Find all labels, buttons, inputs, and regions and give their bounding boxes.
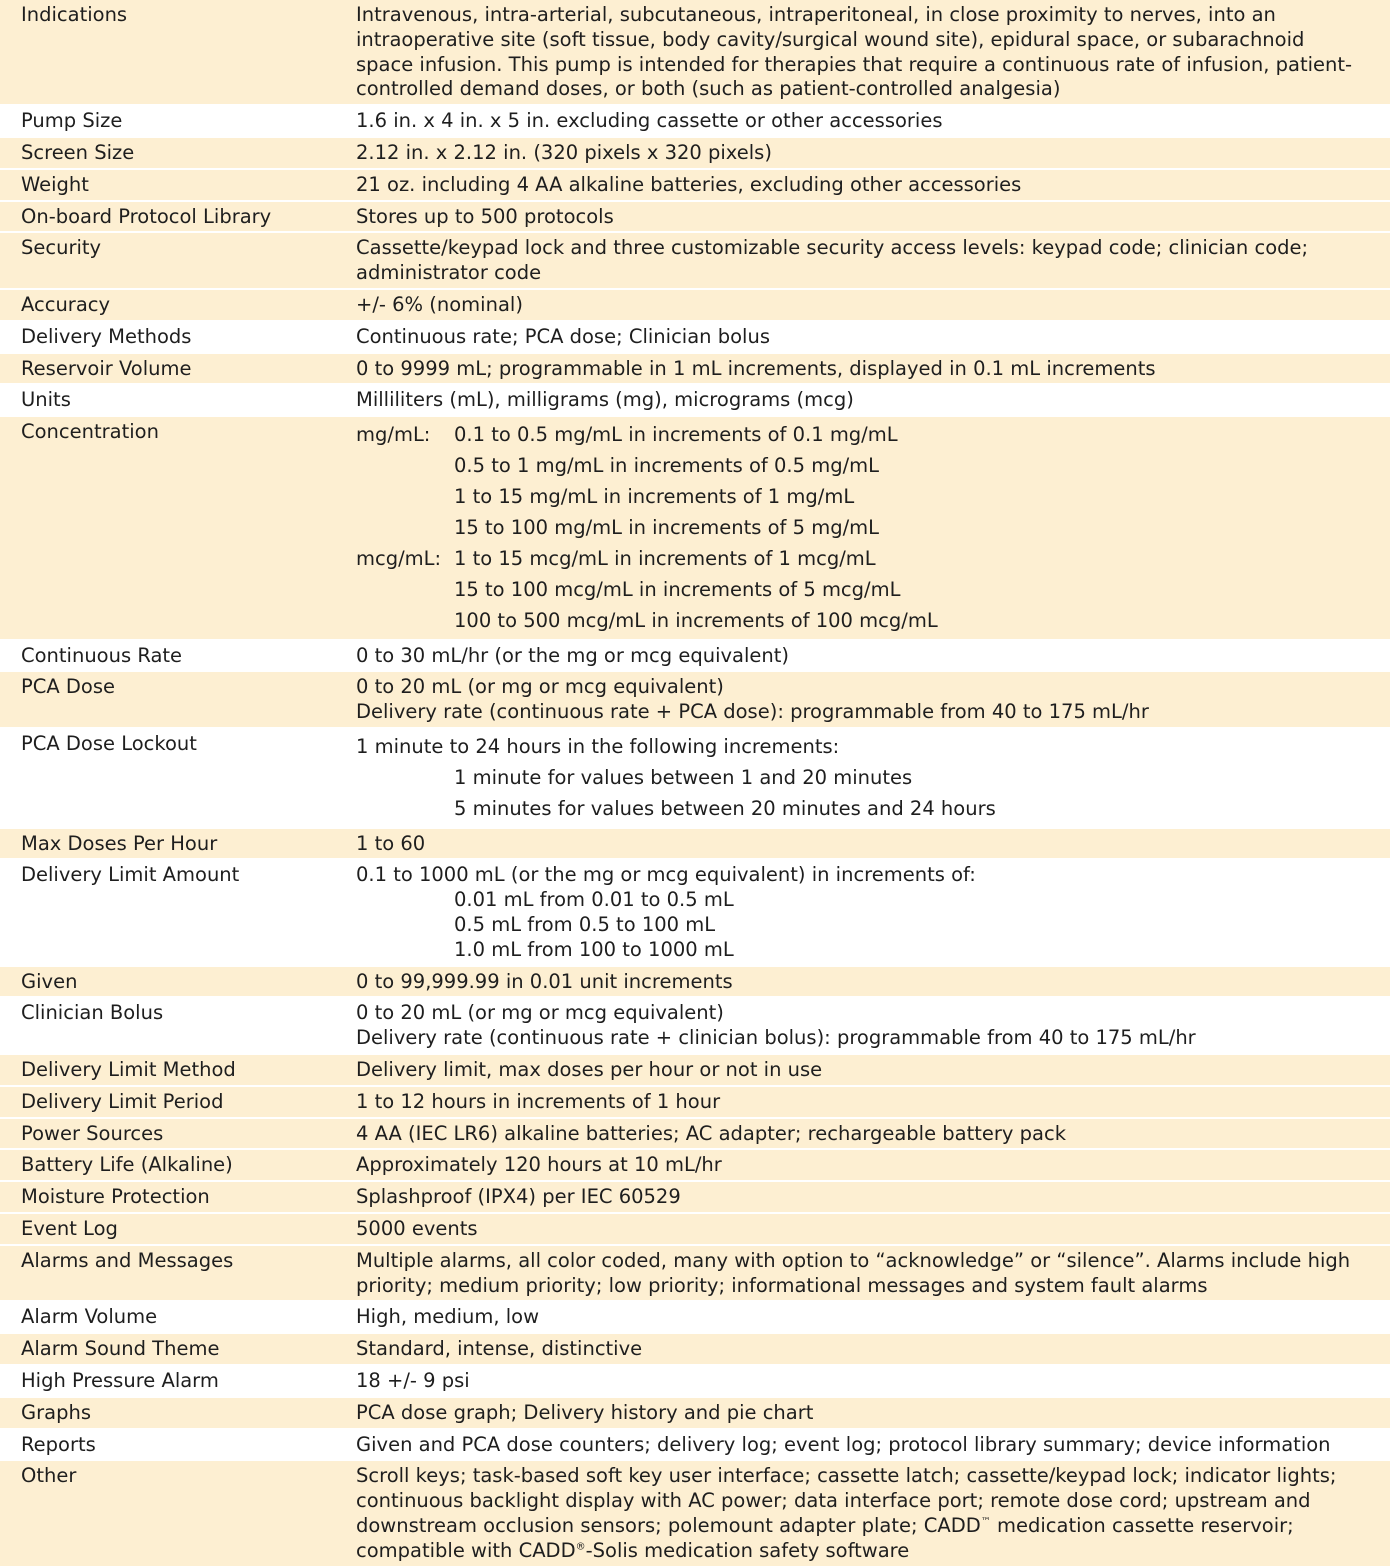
limit-increment: 0.5 mL from 0.5 to 100 mL: [454, 913, 716, 936]
limit-increment: 1.0 mL from 100 to 1000 mL: [454, 937, 734, 961]
spec-label: PCA Dose: [21, 675, 116, 699]
spec-label: Battery Life (Alkaline): [21, 1153, 233, 1177]
spec-label: Graphs: [21, 1400, 91, 1424]
spec-row-indications: [0, 0, 1390, 106]
spec-value: [356, 675, 1390, 725]
spec-value: 0 to 9999 mL; programmable in 1 mL increments, displayed in 0.1 mL increments: [356, 356, 1156, 380]
spec-label: Reports: [21, 1432, 96, 1456]
spec-row-battery-life: [0, 1150, 1390, 1182]
spec-row-security: [0, 233, 1390, 290]
spec-row-alarm-sound-theme: [0, 1334, 1390, 1366]
spec-label: Clinician Bolus: [21, 1001, 164, 1025]
concentration-group-mcg: [356, 544, 1360, 637]
concentration-line: 1 to 15 mcg/mL in increments of 1 mcg/mL: [454, 546, 876, 570]
spec-label: Weight: [21, 172, 89, 196]
other-text: -Solis medication safety software: [585, 1538, 910, 1562]
spec-label: Delivery Limit Method: [21, 1057, 236, 1081]
spec-value: [356, 420, 1390, 636]
spec-value: Delivery limit, max doses per hour or not in use: [356, 1057, 823, 1081]
spec-row-pump-size: [0, 106, 1390, 138]
spec-value: High, medium, low: [356, 1305, 540, 1329]
concentration-line: 15 to 100 mg/mL in increments of 5 mg/mL: [454, 515, 880, 539]
spec-value: 5000 events: [356, 1216, 478, 1240]
spec-row-alarm-volume: [0, 1302, 1390, 1334]
spec-row-max-doses: [0, 829, 1390, 861]
other-text: Scroll keys; task-based soft key user interface; cassette latch; cassette/keypad lock; indicator lights; continuous backlight display with AC power; data interface port; remote dose cord; upstream and downstream occlusion sensors; polemount adapter plate; CADD: [356, 1464, 1337, 1537]
spec-row-reports: [0, 1430, 1390, 1462]
pca-dose-line: 0 to 20 mL (or mg or mcg equivalent): [356, 675, 724, 699]
concentration-line: 1 to 15 mg/mL in increments of 1 mg/mL: [454, 484, 855, 508]
spec-label: Alarms and Messages: [21, 1248, 234, 1272]
spec-value: 1 to 12 hours in increments of 1 hour: [356, 1089, 721, 1113]
spec-label: Event Log: [21, 1216, 118, 1240]
spec-label: Other: [21, 1464, 77, 1488]
bolus-line: Delivery rate (continuous rate + clinician bolus): programmable from 40 to 175 mL/hr: [356, 1026, 1196, 1050]
spec-label: Alarm Sound Theme: [21, 1337, 220, 1361]
limit-increment: 0.01 mL from 0.01 to 0.5 mL: [454, 888, 734, 912]
spec-row-delivery-limit-method: [0, 1055, 1390, 1087]
spec-row-accuracy: [0, 290, 1390, 322]
spec-value: Standard, intense, distinctive: [356, 1337, 643, 1361]
spec-label: On-board Protocol Library: [21, 204, 272, 228]
spec-label: Accuracy: [21, 292, 111, 316]
spec-row-delivery-methods: [0, 322, 1390, 354]
spec-value: 1.6 in. x 4 in. x 5 in. excluding cassette or other accessories: [356, 109, 943, 133]
spec-value: Stores up to 500 protocols: [356, 204, 614, 228]
spec-row-screen-size: [0, 138, 1390, 170]
spec-row-continuous-rate: [0, 641, 1390, 673]
spec-value: 0 to 99,999.99 in 0.01 unit increments: [356, 969, 733, 993]
concentration-unit: mcg/mL:: [356, 546, 442, 570]
spec-row-pca-lockout: [0, 729, 1390, 829]
spec-label: Security: [21, 236, 102, 260]
spec-row-clinician-bolus: [0, 998, 1390, 1055]
spec-label: Power Sources: [21, 1121, 164, 1145]
spec-row-graphs: [0, 1398, 1390, 1430]
spec-row-reservoir-volume: [0, 354, 1390, 386]
spec-value: Milliliters (mL), milligrams (mg), micrograms (mcg): [356, 388, 854, 412]
spec-row-delivery-limit-amount: [0, 860, 1390, 966]
spec-label: Delivery Methods: [21, 324, 192, 348]
spec-value: Intravenous, intra-arterial, subcutaneous, intraperitoneal, in close proximity to nerves, into an intraoperative site (soft tissue, body cavity/surgical wound site), epidural space, or subarachnoid space infusion. This pump is intended for therapies that require a continuous rate of infusion, patient-controlled demand doses, or both (such as patient-controlled analgesia): [356, 3, 1353, 101]
concentration-unit: mg/mL:: [356, 423, 431, 447]
spec-value: Given and PCA dose counters; delivery log; event log; protocol library summary; device information: [356, 1432, 1331, 1456]
registered-mark: ®: [575, 1541, 586, 1553]
spec-value: 0 to 30 mL/hr (or the mg or mcg equivalent): [356, 643, 790, 667]
spec-row-power-sources: [0, 1119, 1390, 1151]
spec-label: Delivery Limit Amount: [21, 863, 240, 887]
limit-intro: 0.1 to 1000 mL (or the mg or mcg equivalent) in increments of:: [356, 863, 976, 887]
spec-value: PCA dose graph; Delivery history and pie chart: [356, 1400, 814, 1424]
spec-value: +/- 6% (nominal): [356, 292, 523, 316]
spec-value: Continuous rate; PCA dose; Clinician bolus: [356, 324, 770, 348]
spec-label: Units: [21, 388, 71, 412]
spec-label: Pump Size: [21, 109, 123, 133]
spec-row-given: [0, 967, 1390, 999]
concentration-line: 0.5 to 1 mg/mL in increments of 0.5 mg/mL: [454, 454, 880, 478]
lockout-intro: 1 minute to 24 hours in the following increments:: [356, 734, 840, 758]
spec-value: [356, 863, 1390, 962]
spec-row-moisture-protection: [0, 1182, 1390, 1214]
spec-label: Continuous Rate: [21, 643, 183, 667]
spec-value: 1 to 60: [356, 831, 426, 855]
spec-value: [356, 1464, 1390, 1563]
spec-row-protocol-library: [0, 202, 1390, 234]
spec-row-high-pressure-alarm: [0, 1366, 1390, 1398]
spec-value: [356, 732, 1390, 825]
spec-label: PCA Dose Lockout: [21, 731, 197, 755]
bolus-line: 0 to 20 mL (or mg or mcg equivalent): [356, 1001, 724, 1025]
trademark-mark: ™: [980, 1516, 991, 1528]
concentration-line: 0.1 to 0.5 mg/mL in increments of 0.1 mg/mL: [454, 423, 898, 447]
spec-label: High Pressure Alarm: [21, 1368, 219, 1392]
spec-row-units: [0, 385, 1390, 417]
spec-label: Reservoir Volume: [21, 356, 192, 380]
concentration-line: 15 to 100 mcg/mL in increments of 5 mcg/mL: [454, 577, 901, 601]
spec-label: Alarm Volume: [21, 1305, 158, 1329]
spec-value: 2.12 in. x 2.12 in. (320 pixels x 320 pixels): [356, 140, 772, 164]
spec-value: [356, 1001, 1390, 1051]
spec-label: Concentration: [21, 420, 159, 444]
spec-label: Max Doses Per Hour: [21, 831, 218, 855]
spec-value: Multiple alarms, all color coded, many with option to “acknowledge” or “silence”. Alarms include high priority; medium priority; low priority; informational messages and system fault alarms: [356, 1248, 1351, 1297]
spec-label: Given: [21, 969, 78, 993]
spec-row-concentration: [0, 417, 1390, 640]
lockout-increment: 1 minute for values between 1 and 20 minutes: [454, 765, 913, 789]
spec-row-event-log: [0, 1214, 1390, 1246]
spec-value: Cassette/keypad lock and three customizable security access levels: keypad code; clinician code; administrator code: [356, 236, 1309, 285]
spec-label: Indications: [21, 3, 128, 26]
concentration-line: 100 to 500 mcg/mL in increments of 100 mcg/mL: [454, 608, 938, 632]
spec-label: Delivery Limit Period: [21, 1089, 224, 1113]
spec-value: 21 oz. including 4 AA alkaline batteries, excluding other accessories: [356, 172, 1022, 196]
other-text: medication cassette reservoir; compatible with CADD: [356, 1513, 1294, 1562]
spec-value: Approximately 120 hours at 10 mL/hr: [356, 1153, 722, 1177]
pca-dose-line: Delivery rate (continuous rate + PCA dose): programmable from 40 to 175 mL/hr: [356, 700, 1149, 724]
spec-value: 18 +/- 9 psi: [356, 1368, 470, 1392]
spec-row-weight: [0, 170, 1390, 202]
spec-row-other: [0, 1461, 1390, 1567]
spec-value: 4 AA (IEC LR6) alkaline batteries; AC adapter; rechargeable battery pack: [356, 1121, 1066, 1145]
spec-value: Splashproof (IPX4) per IEC 60529: [356, 1185, 681, 1209]
spec-row-pca-dose: [0, 672, 1390, 729]
spec-row-delivery-limit-period: [0, 1087, 1390, 1119]
spec-label: Screen Size: [21, 140, 135, 164]
spec-label: Moisture Protection: [21, 1185, 210, 1209]
spec-row-alarms-messages: [0, 1246, 1390, 1303]
lockout-increment: 5 minutes for values between 20 minutes and 24 hours: [454, 796, 996, 820]
concentration-group-mg: [356, 420, 1360, 544]
